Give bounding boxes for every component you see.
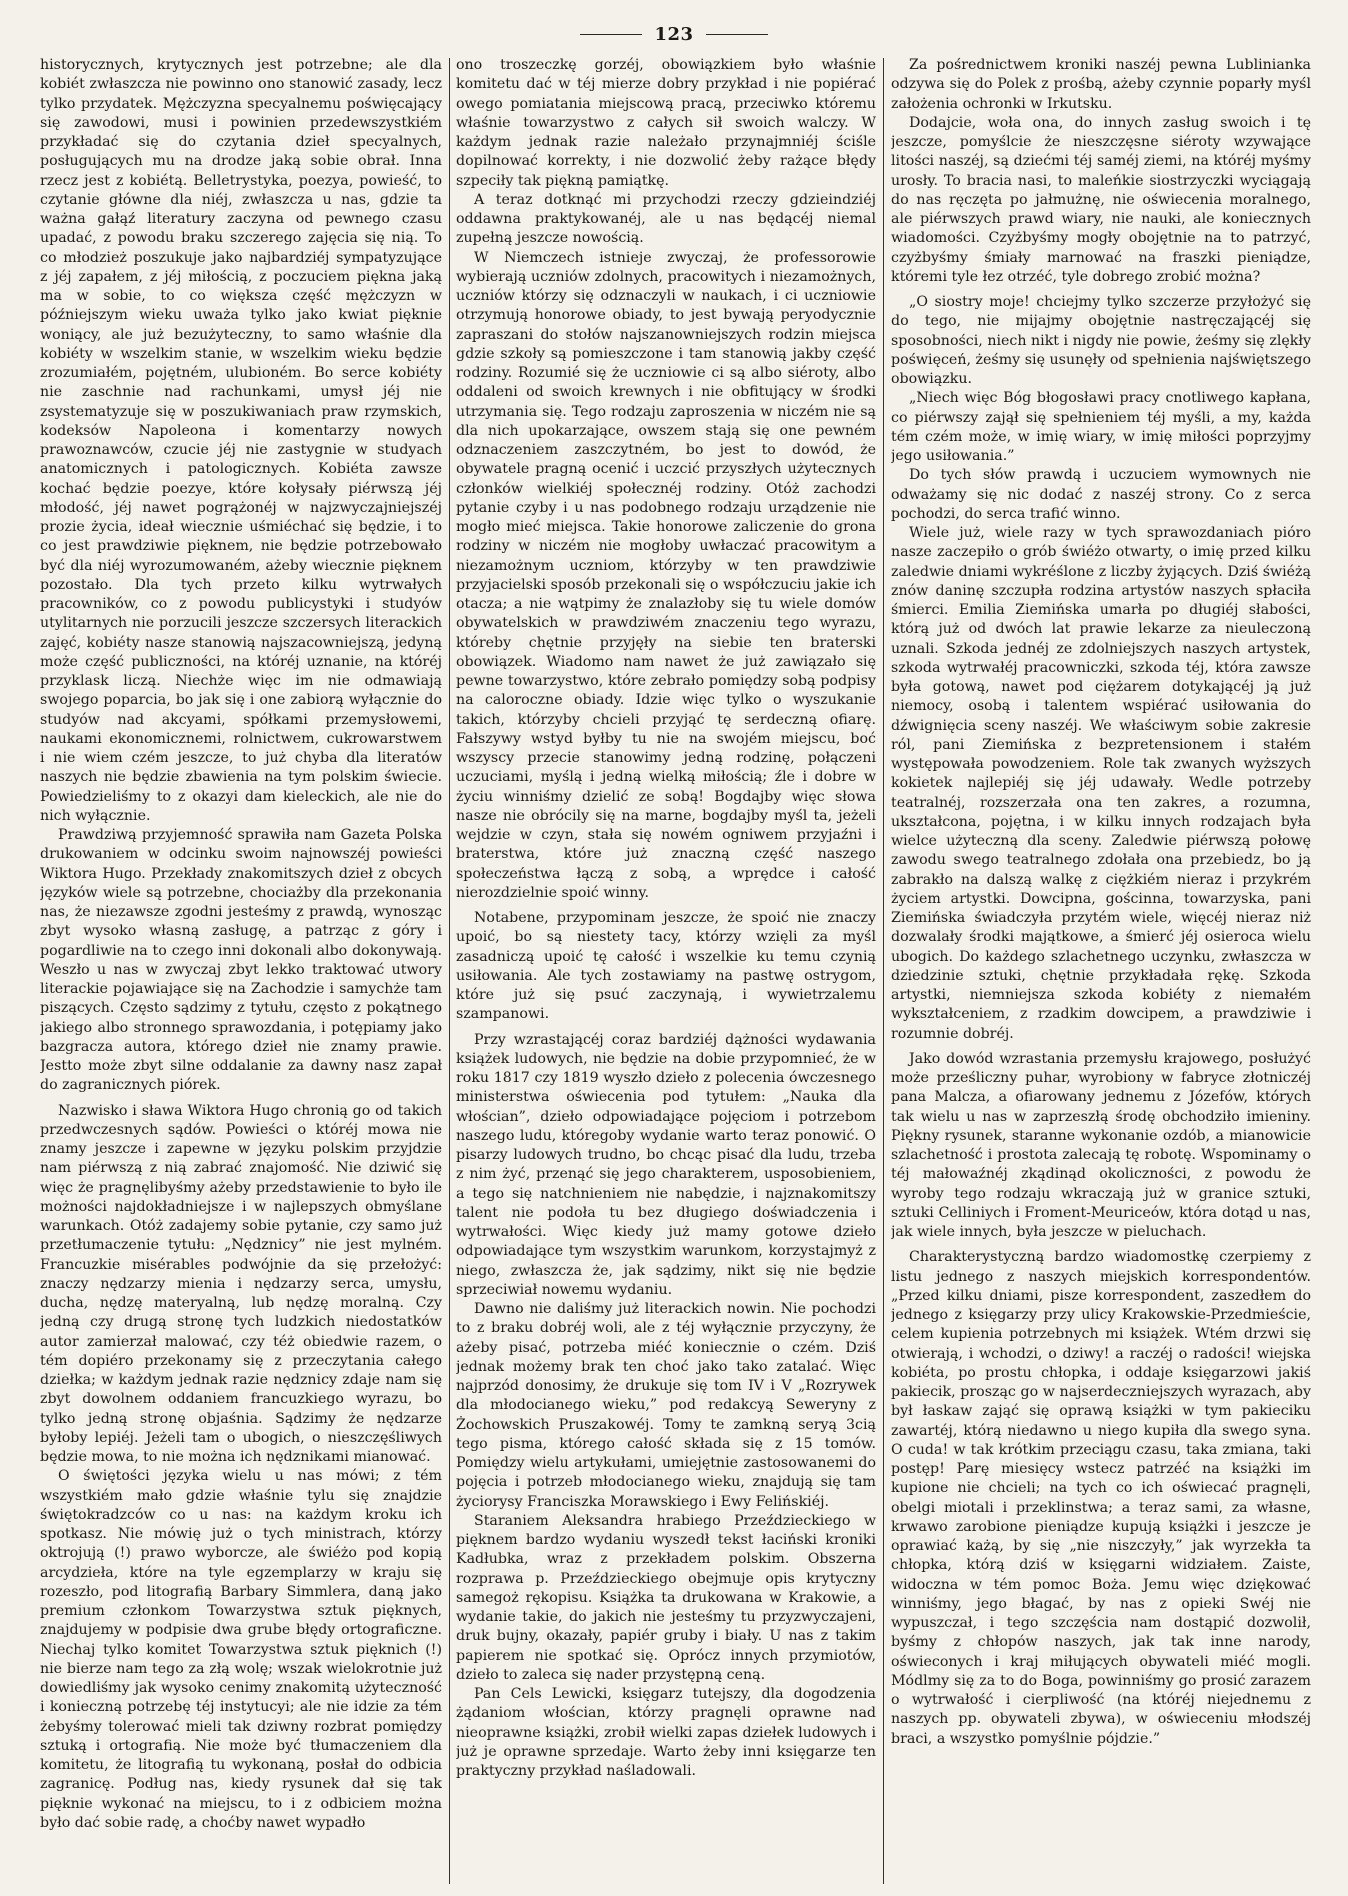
paragraph: O świętości języka wielu u nas mówi; z tém wszystkiém mało gdzie właśnie tylu się znajdzie świętokradzców co u nas: na każdym kroku ich spotkasz. Nie mówię już o tych ministrach, którzy oktrojują (!) prawo wyborcze, ale świéżo pod kopią arcydzieła, które na tyle egzemplarzy w kraju się rozeszło, pod litografią Barbary Simmlera, daną jako premium członkom Towarzystwa sztuk pięknych, znajdujemy w podpisie dwa grube błędy ortograficzne. Niechaj tylko komitet Towarzystwa sztuk pięknich (!) nie bierze nam tego za złą wolę; wszak wielokrotnie już dowiedliśmy jak wysoko cenimy znakomitą użyteczność i konieczną potrzebę téj instytucyi; ale nie idzie za tém żebyśmy tolerować mieli tak dziwny rozbrat pomiędzy sztuką i ortografią. Nie może być tłumaczeniem dla komitetu, że litografią tu wykonaną, posłał do odbicia zagranicę. Podług nas, kiedy rysunek dał się tak pięknie wykonać na miejscu, to i z odbiciem można było dać sobie radę, a choćby nawet wypadło	[40, 1468, 442, 1831]
paragraph: historycznych, krytycznych jest potrzebne; ale dla kobiét zwłaszcza nie powinno ono stanowić zasady, lecz tylko przydatek. Mężczyzna specyalnemu poświęcający się zawodowi, musi i powinien przedewszystkiém przykładać się do czytania dzieł specyalnych, posługujących mu na drodze jaką sobie obrał. Inna rzecz jest z kobiétą. Belletrystyka, poezya, powieść, to czytanie główne dla niéj, zwłaszcza u nas, gdzie ta ważna gałąź literatury zaczyna od pewnego czasu upadać, z powodu braku szczerego zajęcia się nią. To co młodzież poszukuje jako najbardziéj sympatyzujące z jéj zapałem, z jéj miłością, z poczuciem piękna jaką ma w sobie, to co większa część mężczyzn w późniejszym wieku uważa tylko jako kwiat pięknie woniący, ale już bezużyteczny, to samo właśnie dla kobiéty w wszelkim stanie, w wszelkim wieku będzie zrozumiałém, pojętném, ulubioném. Bo serce kobiéty nie zaschnie nad rachunkami, umysł jéj nie zsystematyzuje się w poszukiwaniach praw rzymskich, kodeksów Napoleona i komentarzy nowych prawoznawców, czucie jéj nie zastygnie w studyach anatomicznych i patologicznych. Kobiéta zawsze kochać będzie poezye, które kołysały piérwszą jéj młodość, jéj nawet pogrążonéj w najzwyczajniejszéj prozie życia, ideał wiecznie uśmiéchać się będzie, i to co jest prawdziwie pięknem, nie będzie potrzebowało być dla niéj wyrozumowaném, ażeby wiecznie pięknem pozostało. Dla tych przeto kilku wytrwałych pracowników, co z powodu publicystyki i studyów utylitarnych nie porzucili jeszcze szczersych literackich zajęć, kobiéty nasze stanowią najszacowniejszą, jedyną może część publiczności, na któréj uznanie, na któréj przyklask liczą. Niechże więc im nie odmawiają swojego poparcia, bo jak się i one zabiorą wyłącznie do studyów nad akcyami, spółkami przemysłowemi, naukami ekonomicznemi, rolnictwem, cukrowarstwem i nie wiem czém jeszcze, to już chyba dla literatów naszych nie będzie zbawienia na tym polskim świecie. Powiedzieliśmy to z okazyi dam kieleckich, ale nie do nich wyłącznie.	[40, 57, 442, 824]
paragraph: Do tych słów prawdą i uczuciem wymownych nie odważamy się nic dodać z naszéj strony. Co z serca pochodzi, do serca trafić winno.	[891, 467, 1311, 522]
paragraph: „Niech więc Bóg błogosławi pracy cnotliwego kapłana, co piérwszy zajął się spełnieniem téj myśli, a my, każda tém czém może, w imię wiary, w imię miłości poprzyjmy jego usiłowania.”	[891, 390, 1311, 464]
paragraph: Dawno nie daliśmy już literackich nowin. Nie pochodzi to z braku dobréj woli, ale z téj wyłącznie przyczyny, że ażeby pisać, potrzeba miéć koniecznie o czém. Dziś jednak możemy brak ten choć jako tako zatalać. Więc najprzód donosimy, że drukuje się tom IV i V „Rozrywek dla młodocianego wieku,” pod redakcyą Seweryny z Żochowskich Pruszakowéj. Tomy te zamkną seryą 3cią tego pisma, którego całość składa się z 15 tomów. Pomiędzy wielu artykułami, umiejętnie zastosowanemi do pojęcia i potrzeb młodocianego wieku, znajdują się tam życiorysy Franciszka Morawskiego i Ewy Felińskiéj.	[456, 1301, 876, 1510]
paragraph: Nazwisko i sława Wiktora Hugo chronią go od takich przedwczesnych sądów. Powieści o któréj mowa nie znamy jeszcze i zapewne w języku polskim przyjdzie nam piérwszą z nią zabrać znajomość. Nie dziwić się więc że pragnęlibyśmy ażeby przedstawienie to było ile możności najdokładniejsze i w najlepszych obmyślane warunkach. Otóż zadajemy sobie pytanie, czy samo już przetłumaczenie tytułu: „Nędznicy” nie jest mylném. Francuzkie misérables podwójnie da się przełożyć: znaczy nędzarzy mienia i nędzarzy serca, umysłu, ducha, nędzę materyalną, lub nędzę moralną. Czy jedną czy drugą stronę tych ludzkich niedostatków autor zamierzał malować, czy téż obiedwie razem, o tém dopiéro przekonamy się z przeczytania całego dziełka; w każdym jednak razie nędznicy zdaje nam się zbyt dowolnem oddaniem francuzkiego wyrazu, bo tylko jedną stronę objaśnia. Sądzimy że nędzarze byłoby lepiéj. Jeżeli tam o ubogich, o nieszczęśliwych będzie mowa, to nie można ich nędznikami mianować.	[40, 1102, 442, 1465]
paragraph: Charakterystyczną bardzo wiadomostkę czerpiemy z listu jednego z naszych miejskich korrespondentów. „Przed kilku dniami, pisze korrespondent, zaszedłem do jednego z księgarzy przy ulicy Krakowskie-Przedmieście, celem kupienia potrzebnych mi książek. Wtém drzwi się otwierają, i wchodzi, o dziwy! a raczéj o radości! wiejska kobiéta, po prostu chłopka, i oddaje księgarzowi jakiś pakiecik, prosząc go w najserdeczniejszych wyrazach, aby był łaskaw zająć się oprawą książki w tym pakieciku zawartéj, którą niedawno u niego kupiła dla swego syna. O cuda! w tak krótkim przeciągu czasu, taka zmiana, taki postęp! Parę miesięcy wstecz patrzéć na książki im kupione nie chcieli; na tych co ich oświecać pragnęli, obelgi miotali i przeklinstwa; a teraz sami, za własne, krwawo zarobione pieniądze kupują książki i jeszcze je oprawiać każą, by się „nie niszczyły,” jak wyrzekła ta chłopka, którą dziś w księgarni widziałem. Zaiste, widoczna w tém pomoc Boża. Jemu więc dziękować winniśmy, jego błagać, by nas z opieki Swéj nie wypuszczał, i tego szczęścia nam dostąpić dozwolił, byśmy z chłopów naszych, jak tak inne narody, oświeconych i kraj miłujących obywateli miéć mogli. Módlmy się za to do Boga, powinniśmy go prosić zarazem o wytrwałość i cierpliwość (na któréj niejednemu z naszych pp. obywateli zbywa), w oświeceniu młodszéj braci, a wszystko pomyślnie pójdzie.”	[891, 1249, 1311, 1747]
text-column-1	[40, 56, 442, 1882]
page-number: 123	[654, 23, 694, 45]
paragraph: A teraz dotknąć mi przychodzi rzeczy gdzieindziéj oddawna praktykowanéj, ale u nas będącéj niemal zupełną jeszcze nowością.	[456, 191, 876, 247]
paragraph: Notabene, przypominam jeszcze, że spoić nie znaczy upoić, bo są niestety tacy, którzy wzięli za myśl zasadniczą upoić tę całość i wszelkie ku temu czynią usiłowania. Ale tych zostawiamy na pastwę ostrygom, które już się psuć zaczynają, i wywietrzalemu szampanowi.	[456, 910, 876, 1023]
paragraph: Dodajcie, woła ona, do innych zasług swoich i tę jeszcze, pomyślcie że nieszczęsne siéroty wzywające litości naszéj, są dziećmi téj saméj ziemi, na któréj myśmy urosły. To bracia nasi, to maleńkie siostrzyczki wyciągają do nas ręczęta po jałmużnę, nie oświecenia moralnego, ale piérwszych prawd wiary, nie nauki, ale koniecznych wiadomości. Czyżbyśmy mogły obojętnie na to patrzyć, czyżbyśmy śmiały marnować na fraszki pieniądze, któremi tyle łez otrzéć, tyle dobrego zrobić można?	[891, 114, 1311, 285]
header-rule-left	[580, 34, 642, 35]
paragraph: Jako dowód wzrastania przemysłu krajowego, posłużyć może prześliczny puhar, wyrobiony w fabryce złotniczéj pana Malcza, a ofiarowany jednemu z Józefów, których tak wielu u nas w zaprzeszłą środę obchodziło imieniny. Piękny rysunek, staranne wykonanie ozdób, a mianowicie szlachetność i prostota zalecają tę robotę. Wspominamy o téj małowaźnéj zkądinąd okoliczności, z powodu że wyroby tego rodzaju wkraczają już w granice sztuki, sztuki Celliniych i Froment-Meuriceów, która dotąd u nas, jak wiele innych, była jeszcze w pieluchach.	[891, 1050, 1311, 1240]
paragraph: Wiele już, wiele razy w tych sprawozdaniach pióro nasze zaczepiło o grób świéżo otwarty, o imię przed kilku zaledwie dniami wykréślone z liczby żyjących. Dziś świéżą znów daninę szczupła rodzina artystów naszych spłaciła śmierci. Emilia Ziemińska umarła po długiéj słabości, którą już od dwóch lat prawie lekarze za nieuleczoną uznali. Szkoda jednéj ze zdolniejszych naszych artystek, szkoda wytrwałéj pracowniczki, szkoda téj, która zawsze była gotową, nawet pod ciężarem dotykającéj ją już niemocy, osobą i talentem wspiérać usiłowania do dźwignięcia sceny naszéj. We właściwym sobie zakresie ról, pani Ziemińska z bezpretensionem i stałém występowała powodzeniem. Role tak zwanych wyższych kokietek najlepiéj się jéj udawały. Wedle potrzeby teatralnéj, rozszerzała ona ten zakres, a rozumna, ukształcona, pojętna, i w kilku innych rodzajach była wielce użyteczną dla sceny. Zaledwie piérwszą połowę zawodu swego teatralnego zdołała ona przebiedz, bo ją zabrakło na dalszą walkę z ciężkiém nieraz i przykrém życiem artystki. Dowcipna, gościnna, towarzyska, pani Ziemińska świadczyła przytém wiele, więcéj nieraz niż dozwalały środki majątkowe, a śmierć jéj osieroca wielu ubogich. Do każdego szlachetnego uczynku, zwłaszcza w dziedzinie sztuki, chętnie przykładała rękę. Szkoda artystki, niemniejsza szkoda kobiéty z niemałém wykształceniem, z rzadkim dowcipem, a prawdziwie i rozumnie dobréj.	[891, 525, 1311, 1042]
page-header	[0, 22, 1348, 46]
header-rule-right	[706, 34, 768, 35]
paragraph: „O siostry moje! chciejmy tylko szczerze przyłożyć się do tego, nie mijajmy obojętnie nastręczającéj się sposobności, niech nikt i nigdy nie powie, żeśmy się zlękły poświęceń, żeśmy się usunęły od spełnienia najświętszego obowiązku.	[891, 294, 1311, 387]
paragraph: Prawdziwą przyjemność sprawiła nam Gazeta Polska drukowaniem w odcinku swoim najnowszéj powieści Wiktora Hugo. Przekłady znakomitszych dzieł z obcych języków wiele są potrzebne, chociażby dla przekonania nas, że niezawsze zgodni jesteśmy z prawdą, wynosząc zbyt wysoko własną zasługę, a patrząc z góry i pogardliwie na to czego inni dokonali albo dokonywają. Weszło u nas w zwyczaj zbyt lekko traktować utwory literackie pojawiające się na Zachodzie i samychże tam piszących. Często sądzimy z tytułu, często z pokątnego jakiego albo stronnego sprawozdania, i potępiamy jako bazgracza autora, którego dzieł nie znamy prawie. Jestto może zbyt silne oddalanie za dawny nasz zapał do zagranicznych piórek.	[40, 827, 442, 1094]
paragraph: ono troszeczkę gorzéj, obowiązkiem było właśnie komitetu dać w téj mierze dobry przykład i nie popiérać owego pomiatania miejscową pracą, przeciwko któremu właśnie towarzystwo z całych sił swoich walczy. W każdym jednak razie należało przynajmniéj ściśle dopilnować korrekty, i nie dozwolić żeby rażące błędy szpeciły tak piękną pamiątkę.	[456, 57, 876, 189]
paragraph: Przy wzrastającéj coraz bardziéj dążności wydawania książek ludowych, nie będzie na dobie przypomnieć, że w roku 1817 czy 1819 wyszło dzieło z polecenia ówczesnego ministerstwa oświecenia pod tytułem: „Nauka dla włościan”, dzieło odpowiadające pojęciom i potrzebom naszego ludu, któregoby wydanie warto teraz ponowić. O pisarzy ludowych trudno, bo chcąc pisać dla ludu, trzeba z nim żyć, przenąć się jego charakterem, usposobieniem, a tego się natchnieniem nie nabędzie, i najznakomitszy talent nie podoła tu bez długiego doświadczenia i wytrwałości. Więc kiedy już mamy gotowe dzieło odpowiadające tym wszystkim warunkom, korzystajmyż z niego, zwłaszcza że, jak sądzimy, nikt się nie będzie sprzeciwiał nowemu wydaniu.	[456, 1031, 876, 1298]
text-column-2	[456, 56, 876, 1882]
column-divider-1	[449, 58, 450, 1884]
paragraph: Staraniem Aleksandra hrabiego Przeździeckiego w pięknem bardzo wydaniu wyszedł tekst łaciński kroniki Kadłubka, wraz z przekładem polskim. Obszerna rozprawa p. Przeździeckiego obejmuje opis krytyczny samegoż rękopisu. Książka ta drukowana w Krakowie, a wydanie takie, do jakich nie jesteśmy tu przyzwyczajeni, druk bujny, okazały, papiér gruby i biały. U nas z takim papierem nie spotkać się. Oprócz innych przymiotów, dzieło to zaleca się nader przystępną ceną.	[456, 1512, 876, 1683]
paragraph: Za pośrednictwem kroniki naszéj pewna Lublinianka odzywa się do Polek z prośbą, ażeby czynnie poparły myśl założenia ochronki w Irkutsku.	[891, 57, 1311, 112]
text-column-3	[891, 56, 1311, 1882]
paragraph: Pan Cels Lewicki, księgarz tutejszy, dla dogodzenia żądaniom włościan, którzy pragnęli oprawne nad nieoprawne książki, zrobił wielki zapas dziełek ludowych i już je oprawne sprzedaje. Warto żeby inni księgarze ten praktyczny przykład naśladowali.	[456, 1686, 876, 1779]
column-divider-2	[883, 58, 884, 1884]
paragraph: W Niemczech istnieje zwyczaj, że professorowie wybierają uczniów zdolnych, pracowitych i niezamożnych, uczniów którzy się odznaczyli w naukach, i ci uczniowie otrzymują honorowe obiady, to jest bywają peryodycznie zapraszani do stołów najszanowniejszych rodzin miejsca gdzie szkoły są pomieszczone i tam stanowią jakby część rodziny. Rozumié się że uczniowie ci są albo siéroty, albo oddaleni od swoich krewnych i nie obfitujący w środki utrzymania się. Tego rodzaju zaproszenia w niczém nie są dla nich upokarzające, owszem stają się one pewném odznaczeniem zaszczytném, bo jest to dowód, że obywatele pragną ocenić i uczcić przyszłych użytecznych członków wielkiéj społecznéj rodziny. Otóż zachodzi pytanie czyby i u nas podobnego rodzaju urządzenie nie mogło mieć miejsca. Takie honorowe zaliczenie do grona rodziny w niczém nie mogłoby uwłaczać pracowitym a niezamożnym uczniom, którzyby w ten prawdziwie przyjacielski sposób przekonali się o współczuciu jakie ich otacza; a nie wątpimy że znalazłoby się tu wiele domów obywatelskich w prawdziwém znaczeniu tego wyrazu, któreby chętnie przyjęły na siebie ten braterski obowiązek. Wiadomo nam nawet że już zawiązało się pewne towarzystwo, które zebrało pomiędzy sobą podpisy na caloroczne obiady. Idzie więc tylko o wyszukanie takich, którzyby chcieli przyjąć tę serdeczną ofiarę. Fałszywy wstyd byłby tu nie na swojém miejscu, boć wszyscy przecie stanowimy jedną rodzinę, połączeni uczuciami, myślą i jedną wielką miłością; źle i dobre w życiu winniśmy dzielić ze sobą! Bogdajby więc słowa nasze nie obrócily się na marne, bogdajby myśl ta, jeżeli wejdzie w czyn, stała się nowém ogniwem przyjaźni i braterstwa, które już znaczną część naszego społeczeństwa łączą z sobą, a wprędce i całość nierozdzielnie spoić winny.	[456, 249, 876, 901]
